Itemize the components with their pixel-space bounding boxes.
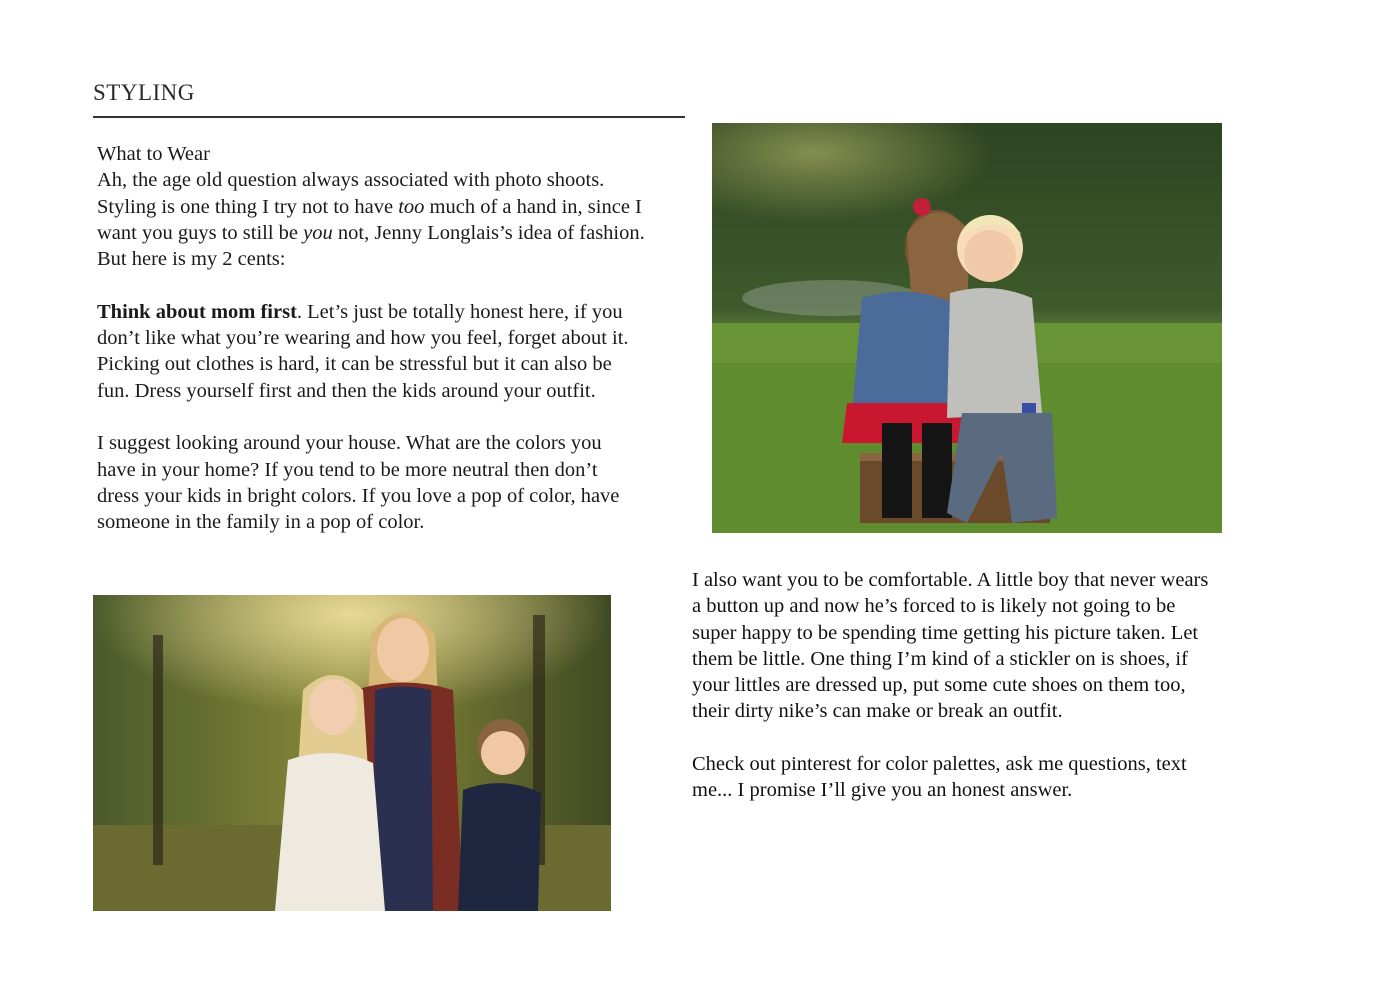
emphasis-you: you: [303, 221, 333, 244]
mom-lead-bold: Think about mom first: [97, 300, 297, 323]
intro-line-2-end: much of a hand in, since I: [424, 195, 642, 218]
intro-line-2-start: Styling is one thing I try not to have: [97, 195, 399, 218]
comfort-line-5: your littles are dressed up, put some cute shoes on them too,: [692, 674, 1186, 697]
kids-kiss-photo: [712, 123, 1222, 533]
kids-kiss-photo-art: [712, 123, 1222, 533]
house-line-1: I suggest looking around your house. What are the colors you: [97, 432, 602, 455]
paragraph-gap: [97, 272, 687, 298]
comfort-line-4: them be little. One thing I’m kind of a stickler on is shoes, if: [692, 647, 1188, 670]
mom-line-1-rest: . Let’s just be totally honest here, if you: [296, 300, 623, 323]
title-divider: [93, 116, 685, 118]
intro-line-3: [97, 220, 687, 246]
comfort-line-2: a button up and now he’s forced to is likely not going to be: [692, 595, 1176, 618]
emphasis-too: too: [398, 195, 425, 218]
section-title: STYLING: [93, 80, 195, 105]
comfort-line-6: their dirty nike’s can make or break an outfit.: [692, 700, 1063, 723]
pinterest-line-2: me... I promise I’ll give you an honest answer.: [692, 779, 1073, 802]
intro-line-3-start: want you guys to still be: [97, 221, 304, 244]
house-line-4: someone in the family in a pop of color.: [97, 511, 425, 534]
comfort-line-3: super happy to be spending time getting his picture taken. Let: [692, 621, 1199, 644]
intro-line-4: But here is my 2 cents:: [97, 248, 286, 271]
intro-line-3-end: not, Jenny Longlais’s idea of fashion.: [332, 221, 645, 244]
intro-line-1: Ah, the age old question always associated with photo shoots.: [97, 169, 605, 192]
pinterest-line-1: Check out pinterest for color palettes, ask me questions, text: [692, 753, 1187, 776]
mom-line-4: fun. Dress yourself first and then the kids around your outfit.: [97, 379, 596, 402]
mom-line-2: don’t like what you’re wearing and how you feel, forget about it.: [97, 327, 629, 350]
mom-line-3: Picking out clothes is hard, it can be stressful but it can also be: [97, 353, 612, 376]
intro-line-2: [97, 194, 687, 220]
mom-line-1: [97, 299, 687, 325]
right-text-column: [692, 567, 1292, 804]
left-text-column: [97, 141, 687, 535]
siblings-photo: [93, 595, 611, 911]
house-line-2: have in your home? If you tend to be more neutral then don’t: [97, 458, 598, 481]
house-line-3: dress your kids in bright colors. If you love a pop of color, have: [97, 484, 620, 507]
paragraph-gap: [97, 404, 687, 430]
wear-heading: What to Wear: [97, 143, 210, 165]
comfort-line-1: I also want you to be comfortable. A little boy that never wears: [692, 569, 1209, 591]
paragraph-gap: [692, 725, 1292, 751]
siblings-photo-art: [93, 595, 611, 911]
